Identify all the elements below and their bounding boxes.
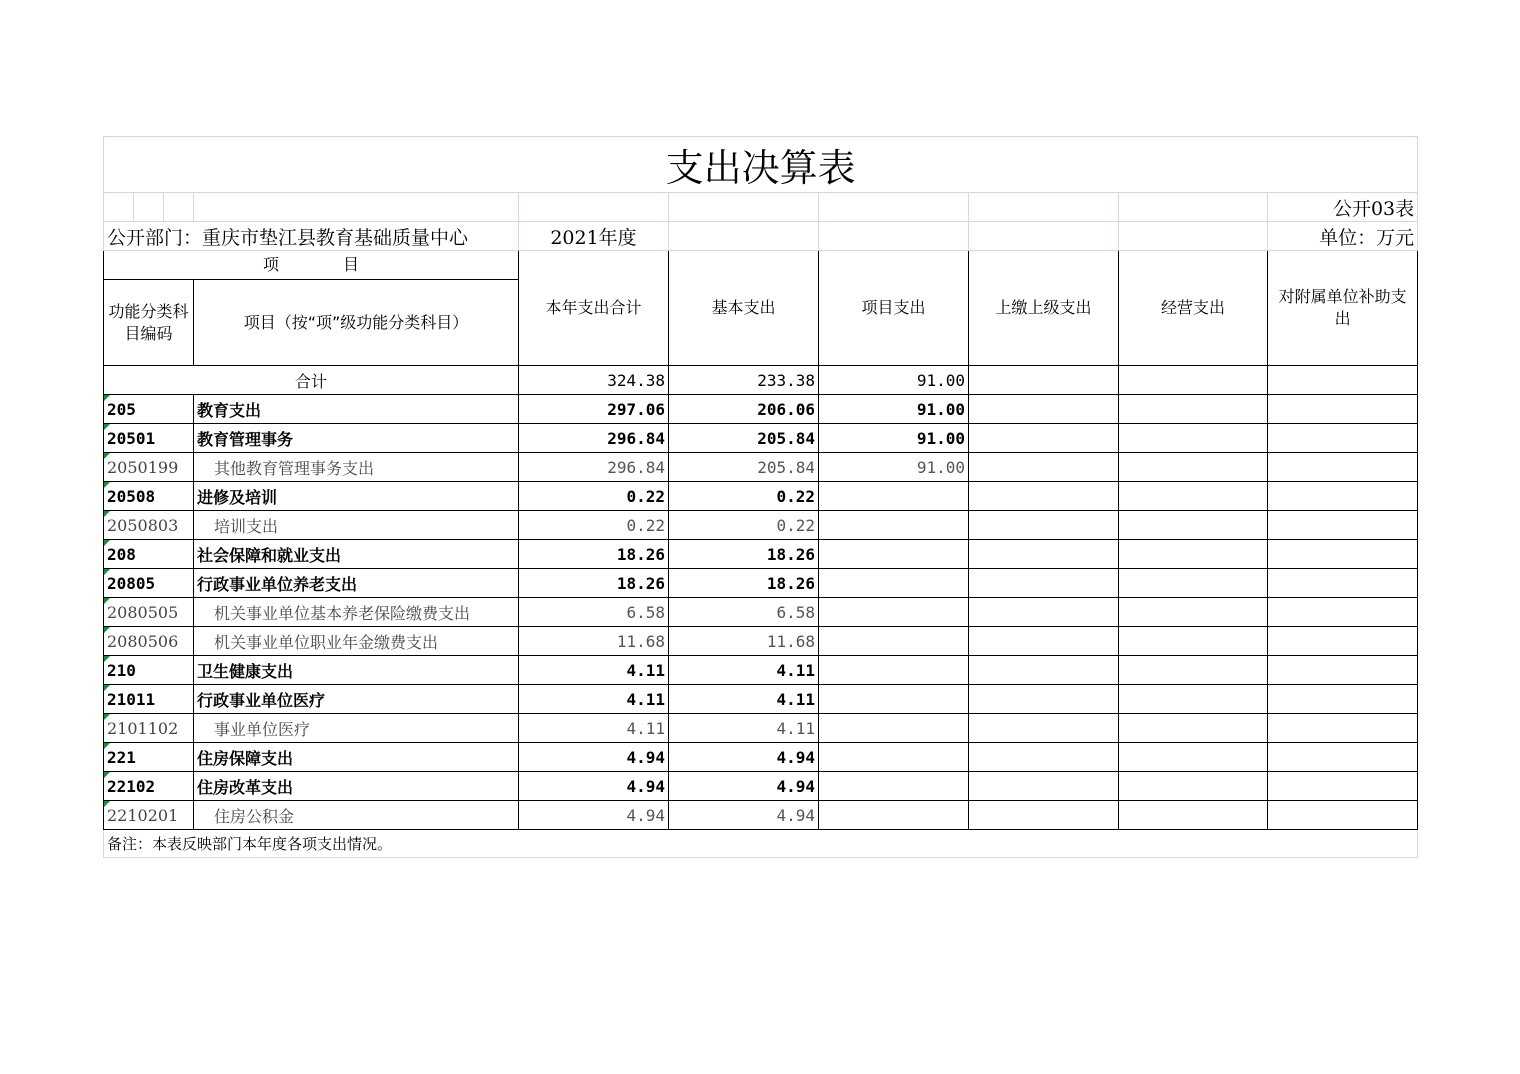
total-label: 合计 [104, 366, 519, 395]
footnote: 备注：本表反映部门本年度各项支出情况。 [104, 830, 1418, 858]
table-row [104, 714, 1418, 743]
total-row [104, 366, 1418, 395]
total-amount: 324.38 [519, 366, 669, 395]
row-total: 4.11 [519, 656, 669, 685]
row-code: 2101102 [104, 714, 194, 743]
row-code: 208 [104, 540, 194, 569]
row-subsidy [1268, 685, 1418, 714]
row-code: 205 [104, 395, 194, 424]
row-upper [969, 685, 1119, 714]
row-subsidy [1268, 482, 1418, 511]
row-subsidy [1268, 395, 1418, 424]
code-header: 功能分类科目编码 [104, 280, 194, 366]
department-label: 公开部门：重庆市垫江县教育基础质量中心 [104, 222, 519, 251]
row-code: 22102 [104, 772, 194, 801]
row-total: 4.11 [519, 714, 669, 743]
table-row [104, 453, 1418, 482]
row-basic: 205.84 [669, 424, 819, 453]
row-upper [969, 424, 1119, 453]
row-code: 20501 [104, 424, 194, 453]
row-subsidy [1268, 540, 1418, 569]
row-subsidy [1268, 743, 1418, 772]
row-subsidy [1268, 453, 1418, 482]
total-header: 本年支出合计 [519, 251, 669, 366]
row-basic: 4.94 [669, 743, 819, 772]
row-subsidy [1268, 569, 1418, 598]
unit-label: 单位：万元 [1268, 222, 1418, 251]
row-upper [969, 772, 1119, 801]
row-project [819, 627, 969, 656]
table-row [104, 656, 1418, 685]
table-row [104, 801, 1418, 830]
row-project [819, 482, 969, 511]
row-business [1119, 714, 1268, 743]
subsidy-header: 对附属单位补助支出 [1268, 251, 1418, 366]
row-business [1119, 540, 1268, 569]
row-code: 2050199 [104, 453, 194, 482]
row-basic: 18.26 [669, 569, 819, 598]
item-group-header: 项 目 [104, 251, 519, 280]
name-header: 项目（按“项”级功能分类科目） [194, 280, 519, 366]
row-subsidy [1268, 656, 1418, 685]
expenditure-table [103, 136, 1418, 858]
row-code: 20508 [104, 482, 194, 511]
row-business [1119, 511, 1268, 540]
row-upper [969, 395, 1119, 424]
row-code: 2050803 [104, 511, 194, 540]
row-subsidy [1268, 627, 1418, 656]
row-total: 0.22 [519, 511, 669, 540]
table-row [104, 598, 1418, 627]
row-basic: 6.58 [669, 598, 819, 627]
row-subsidy [1268, 772, 1418, 801]
row-project [819, 801, 969, 830]
table-row [104, 482, 1418, 511]
row-name: 机关事业单位职业年金缴费支出 [194, 627, 519, 656]
row-business [1119, 801, 1268, 830]
row-name: 教育管理事务 [194, 424, 519, 453]
row-name: 住房保障支出 [194, 743, 519, 772]
row-name: 其他教育管理事务支出 [194, 453, 519, 482]
table-row [104, 395, 1418, 424]
business-header: 经营支出 [1119, 251, 1268, 366]
row-name: 培训支出 [194, 511, 519, 540]
row-name: 机关事业单位基本养老保险缴费支出 [194, 598, 519, 627]
row-basic: 4.11 [669, 656, 819, 685]
row-business [1119, 743, 1268, 772]
project-header: 项目支出 [819, 251, 969, 366]
row-project: 91.00 [819, 395, 969, 424]
row-basic: 4.94 [669, 772, 819, 801]
row-business [1119, 772, 1268, 801]
table-row [104, 511, 1418, 540]
row-business [1119, 627, 1268, 656]
table-number: 公开03表 [1268, 193, 1418, 222]
row-subsidy [1268, 511, 1418, 540]
row-business [1119, 482, 1268, 511]
row-code: 210 [104, 656, 194, 685]
row-code: 21011 [104, 685, 194, 714]
row-total: 6.58 [519, 598, 669, 627]
row-business [1119, 685, 1268, 714]
row-business [1119, 569, 1268, 598]
row-total: 4.94 [519, 743, 669, 772]
row-upper [969, 540, 1119, 569]
row-project [819, 772, 969, 801]
row-subsidy [1268, 424, 1418, 453]
row-name: 教育支出 [194, 395, 519, 424]
row-basic: 18.26 [669, 540, 819, 569]
row-upper [969, 743, 1119, 772]
row-upper [969, 482, 1119, 511]
expenditure-sheet [103, 136, 1417, 853]
row-upper [969, 656, 1119, 685]
row-project [819, 685, 969, 714]
row-basic: 4.11 [669, 714, 819, 743]
row-upper [969, 453, 1119, 482]
row-total: 296.84 [519, 424, 669, 453]
row-code: 2210201 [104, 801, 194, 830]
table-row [104, 685, 1418, 714]
row-basic: 4.11 [669, 685, 819, 714]
row-project: 91.00 [819, 424, 969, 453]
row-basic: 0.22 [669, 511, 819, 540]
row-project [819, 598, 969, 627]
row-subsidy [1268, 801, 1418, 830]
row-total: 296.84 [519, 453, 669, 482]
row-business [1119, 656, 1268, 685]
row-name: 卫生健康支出 [194, 656, 519, 685]
total-basic: 233.38 [669, 366, 819, 395]
page-title: 支出决算表 [104, 137, 1418, 193]
row-business [1119, 598, 1268, 627]
row-total: 11.68 [519, 627, 669, 656]
row-business [1119, 424, 1268, 453]
row-project: 91.00 [819, 453, 969, 482]
row-code: 2080505 [104, 598, 194, 627]
row-business [1119, 395, 1268, 424]
table-row [104, 743, 1418, 772]
row-total: 0.22 [519, 482, 669, 511]
row-name: 社会保障和就业支出 [194, 540, 519, 569]
row-subsidy [1268, 598, 1418, 627]
row-total: 4.11 [519, 685, 669, 714]
table-row [104, 424, 1418, 453]
row-name: 行政事业单位养老支出 [194, 569, 519, 598]
row-total: 18.26 [519, 540, 669, 569]
row-business [1119, 453, 1268, 482]
row-project [819, 540, 969, 569]
row-total: 297.06 [519, 395, 669, 424]
table-row [104, 772, 1418, 801]
row-subsidy [1268, 714, 1418, 743]
row-project [819, 569, 969, 598]
row-upper [969, 511, 1119, 540]
total-project: 91.00 [819, 366, 969, 395]
row-basic: 4.94 [669, 801, 819, 830]
row-code: 221 [104, 743, 194, 772]
row-name: 行政事业单位医疗 [194, 685, 519, 714]
row-upper [969, 598, 1119, 627]
row-upper [969, 627, 1119, 656]
row-name: 事业单位医疗 [194, 714, 519, 743]
table-row [104, 627, 1418, 656]
row-upper [969, 714, 1119, 743]
upper-header: 上缴上级支出 [969, 251, 1119, 366]
row-total: 18.26 [519, 569, 669, 598]
row-basic: 11.68 [669, 627, 819, 656]
row-project [819, 656, 969, 685]
row-project [819, 714, 969, 743]
row-total: 4.94 [519, 772, 669, 801]
basic-header: 基本支出 [669, 251, 819, 366]
row-upper [969, 801, 1119, 830]
row-basic: 205.84 [669, 453, 819, 482]
row-total: 4.94 [519, 801, 669, 830]
row-upper [969, 569, 1119, 598]
row-project [819, 743, 969, 772]
row-code: 20805 [104, 569, 194, 598]
table-row [104, 540, 1418, 569]
row-project [819, 511, 969, 540]
row-basic: 206.06 [669, 395, 819, 424]
table-row [104, 569, 1418, 598]
row-name: 进修及培训 [194, 482, 519, 511]
row-code: 2080506 [104, 627, 194, 656]
row-name: 住房改革支出 [194, 772, 519, 801]
row-name: 住房公积金 [194, 801, 519, 830]
row-basic: 0.22 [669, 482, 819, 511]
year-label: 2021年度 [519, 222, 669, 251]
